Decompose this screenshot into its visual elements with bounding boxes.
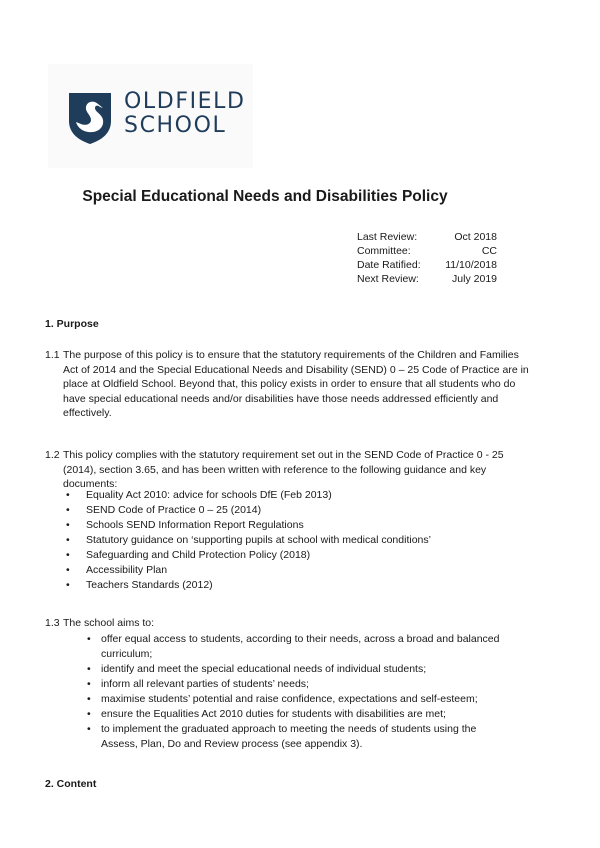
meta-row-date-ratified [357,258,497,272]
school-name-line2: SCHOOL [124,113,227,138]
meta-label: Last Review: [357,231,418,243]
meta-label: Date Ratified: [357,259,421,271]
list-item: • ensure the Equalities Act 2010 duties for students with disabilities are met; [87,707,507,722]
paragraph-text: The purpose of this policy is to ensure that the statutory requirements of the Children and Families Act of 2014 and the Special Educational Needs and Disability (SEND) 0 – 25 Code of Practice are in place at Oldfield School. Beyond that, this policy exists in order to ensure that all students who do have special educational needs and/or disabilities have those needs addressed efficiently and effectively. [63,349,529,419]
paragraph-1-3 [45,616,535,631]
paragraph-1-2 [45,448,535,492]
school-name-line1: OLDFIELD [124,89,246,114]
meta-value: July 2019 [452,273,497,285]
meta-value: 11/10/2018 [445,259,497,271]
list-item: • Schools SEND Information Report Regulations [66,518,431,533]
list-item: • to implement the graduated approach to meeting the needs of students using the Assess, Plan, Do and Review process (see appendix 3). [87,722,507,752]
meta-row-last-review [357,230,497,244]
meta-label: Committee: [357,245,411,257]
paragraph-text: This policy complies with the statutory requirement set out in the SEND Code of Practice 0 - 25 (2014), section 3.65, and has been written with reference to the following guidance and key documents: [63,449,504,490]
section-heading-purpose: 1. Purpose [45,318,99,330]
school-aims-list [87,632,507,752]
meta-label: Next Review: [357,273,419,285]
paragraph-number: 1.3 [45,617,60,629]
list-item: • SEND Code of Practice 0 – 25 (2014) [66,503,431,518]
list-item: • Teachers Standards (2012) [66,578,431,593]
list-item: • Equality Act 2010: advice for schools DfE (Feb 2013) [66,488,431,503]
list-item: • inform all relevant parties of students’ needs; [87,677,507,692]
list-item: • Statutory guidance on ‘supporting pupils at school with medical conditions’ [66,533,431,548]
list-item: • Accessibility Plan [66,563,431,578]
review-metadata [357,230,497,286]
meta-row-next-review [357,272,497,286]
list-item: • identify and meet the special educational needs of individual students; [87,662,507,677]
list-item: • maximise students’ potential and raise confidence, expectations and self-esteem; [87,692,507,707]
document-title: Special Educational Needs and Disabilities Policy [82,188,448,205]
paragraph-number: 1.2 [45,449,60,461]
school-logo [48,64,253,168]
guidance-documents-list [66,488,431,593]
paragraph-text: The school aims to: [63,617,155,629]
section-heading-content: 2. Content [45,778,97,790]
school-name [124,90,246,138]
list-item: • offer equal access to students, according to their needs, across a broad and balanced curriculum; [87,632,507,662]
meta-value: CC [481,245,497,257]
paragraph-number: 1.1 [45,349,60,361]
swan-crest-icon [67,91,113,145]
meta-row-committee [357,244,497,258]
paragraph-1-1 [45,348,535,421]
list-item: • Safeguarding and Child Protection Policy (2018) [66,548,431,563]
meta-value: Oct 2018 [454,231,497,243]
